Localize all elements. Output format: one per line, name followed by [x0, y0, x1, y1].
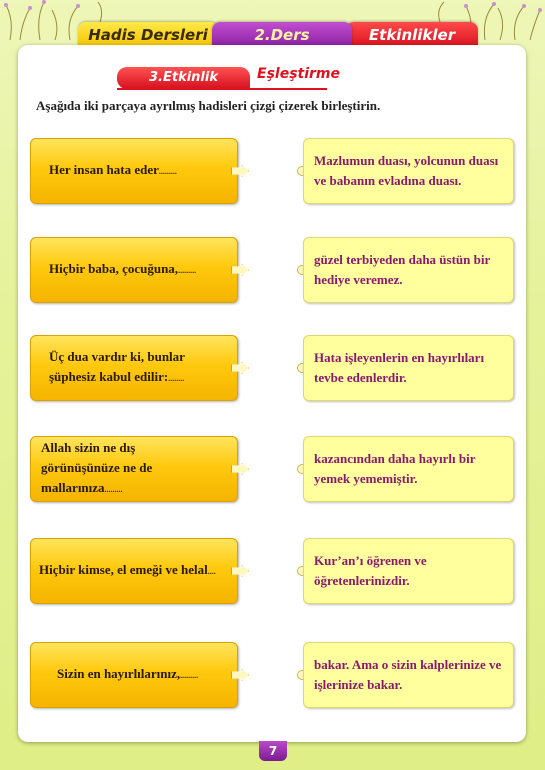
left-item-text: Üç dua vardır ki, bunlar şüphesiz kabul edilir:........	[49, 349, 185, 384]
right-item-text: güzel terbiyeden daha üstün bir hediye veremez.	[314, 252, 491, 287]
left-item-text: Her insan hata eder.........	[49, 162, 177, 177]
right-item[interactable]	[303, 237, 514, 303]
activity-title-underline	[117, 88, 327, 90]
left-item[interactable]	[30, 642, 238, 708]
activity-title: Eşleştirme	[257, 66, 341, 82]
right-item-text: Hata işleyenlerin en hayırlıları tevbe edenlerdir.	[314, 350, 485, 385]
right-item[interactable]	[303, 138, 514, 204]
right-item[interactable]	[303, 538, 514, 604]
right-item-text: Mazlumun duası, yolcunun duası ve babanın evladına duası.	[314, 153, 499, 188]
tab-ders[interactable]: 2.Ders	[212, 22, 352, 48]
left-item-text: Sizin en hayırlılarınız,.........	[57, 666, 199, 681]
left-item-text: Hiçbir baba, çocuğuna,.........	[49, 261, 197, 276]
page-number: 7	[259, 741, 287, 761]
activity-number-badge: 3.Etkinlik	[117, 67, 250, 89]
right-item[interactable]	[303, 335, 514, 401]
left-item[interactable]	[30, 436, 238, 502]
tab-hadis-dersleri[interactable]: Hadis Dersleri	[78, 22, 218, 48]
left-item[interactable]	[30, 237, 238, 303]
left-item-text: Allah sizin ne dış görünüşünüze ne de mallarınıza.........	[41, 440, 153, 495]
left-item[interactable]	[30, 335, 238, 401]
right-item[interactable]	[303, 436, 514, 502]
right-item[interactable]	[303, 642, 514, 708]
right-item-text: kazancından daha hayırlı bir yemek yememiştir.	[314, 451, 476, 486]
left-item-text: Hiçbir kimse, el emeği ve helal....	[39, 562, 216, 577]
left-item[interactable]	[30, 538, 238, 604]
right-item-text: bakar. Ama o sizin kalplerinize ve işlerinize bakar.	[314, 657, 502, 692]
instruction-text: Aşağıda iki parçaya ayrılmış hadisleri çizgi çizerek birleştirin.	[36, 98, 381, 113]
right-item-text: Kur’an’ı öğrenen ve öğretenlerinizdir.	[314, 553, 427, 588]
tab-etkinlikler[interactable]: Etkinlikler	[346, 22, 478, 48]
left-item[interactable]	[30, 138, 238, 204]
